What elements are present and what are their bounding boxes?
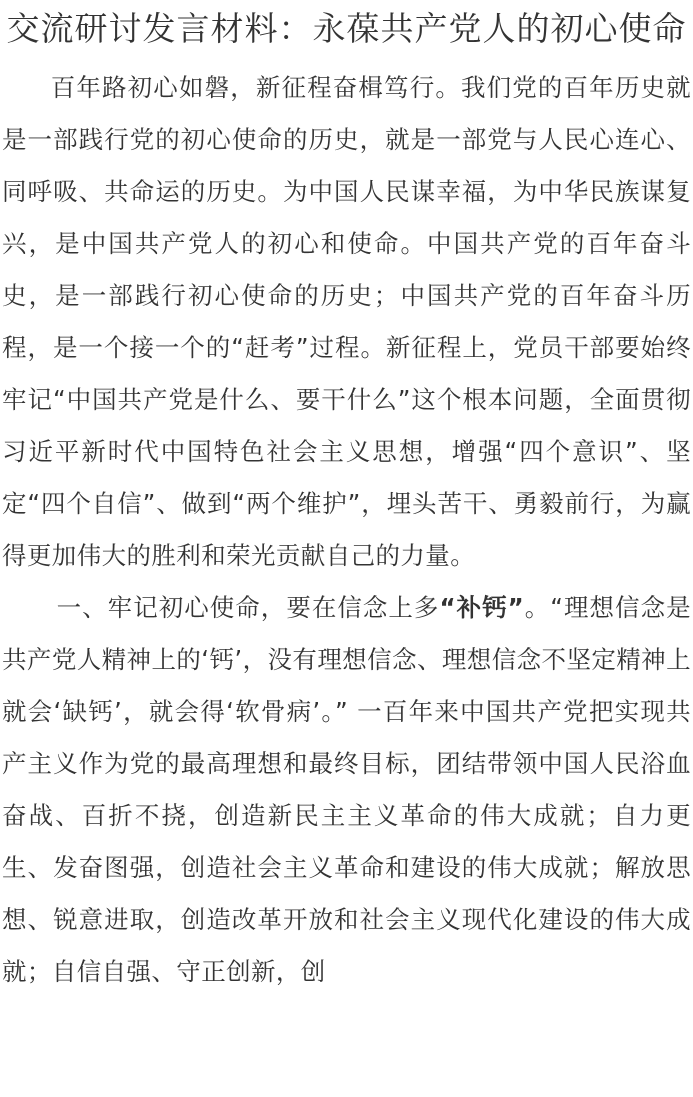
- document-title: 交流研讨发言材料：永葆共产党人的初心使命: [6, 9, 687, 48]
- paragraph-intro-text: 百年路初心如磐，新征程奋楫笃行。我们党的百年历史就是一部践行党的初心使命的历史，就是一部党与人民心连心、同呼吸、共命运的历史。为中国人民谋幸福，为中华民族谋复兴，是中国共产党人的初心和使命。中国共产党的百年奋斗史，是一部践行初心使命的历史；中国共产党的百年奋斗历程，是一个接一个的“赶考”过程。新征程上，党员干部要始终牢记“中国共产党是什么、要干什么”这个根本问题，全面贯彻习近平新时代中国特色社会主义思想，增强“四个意识”、坚定“四个自信”、做到“两个维护”，埋头苦干、勇毅前行，为赢得更加伟大的胜利和荣光贡献自己的力量。: [2, 73, 691, 570]
- paragraph-section-one: [0, 582, 693, 998]
- section-one-body: 。“理想信念是共产党人精神上的‘钙’，没有理想信念、理想信念不坚定精神上就会‘缺钙’，就会得‘软骨病’。” 一百年来中国共产党把实现共产主义作为党的最高理想和最终目标，团结带领中国人民浴血奋战、百折不挠，创造新民主主义革命的伟大成就；自力更生、发奋图强，创造社会主义革命和建设的伟大成就；解放思想、锐意进取，创造改革开放和社会主义现代化建设的伟大成就；自信自强、守正创新，创: [2, 593, 691, 986]
- section-one-emphasis: “补钙”: [439, 593, 525, 622]
- paragraph-intro: [0, 62, 693, 582]
- section-one-heading: 一、牢记初心使命，要在信念上多: [56, 593, 440, 622]
